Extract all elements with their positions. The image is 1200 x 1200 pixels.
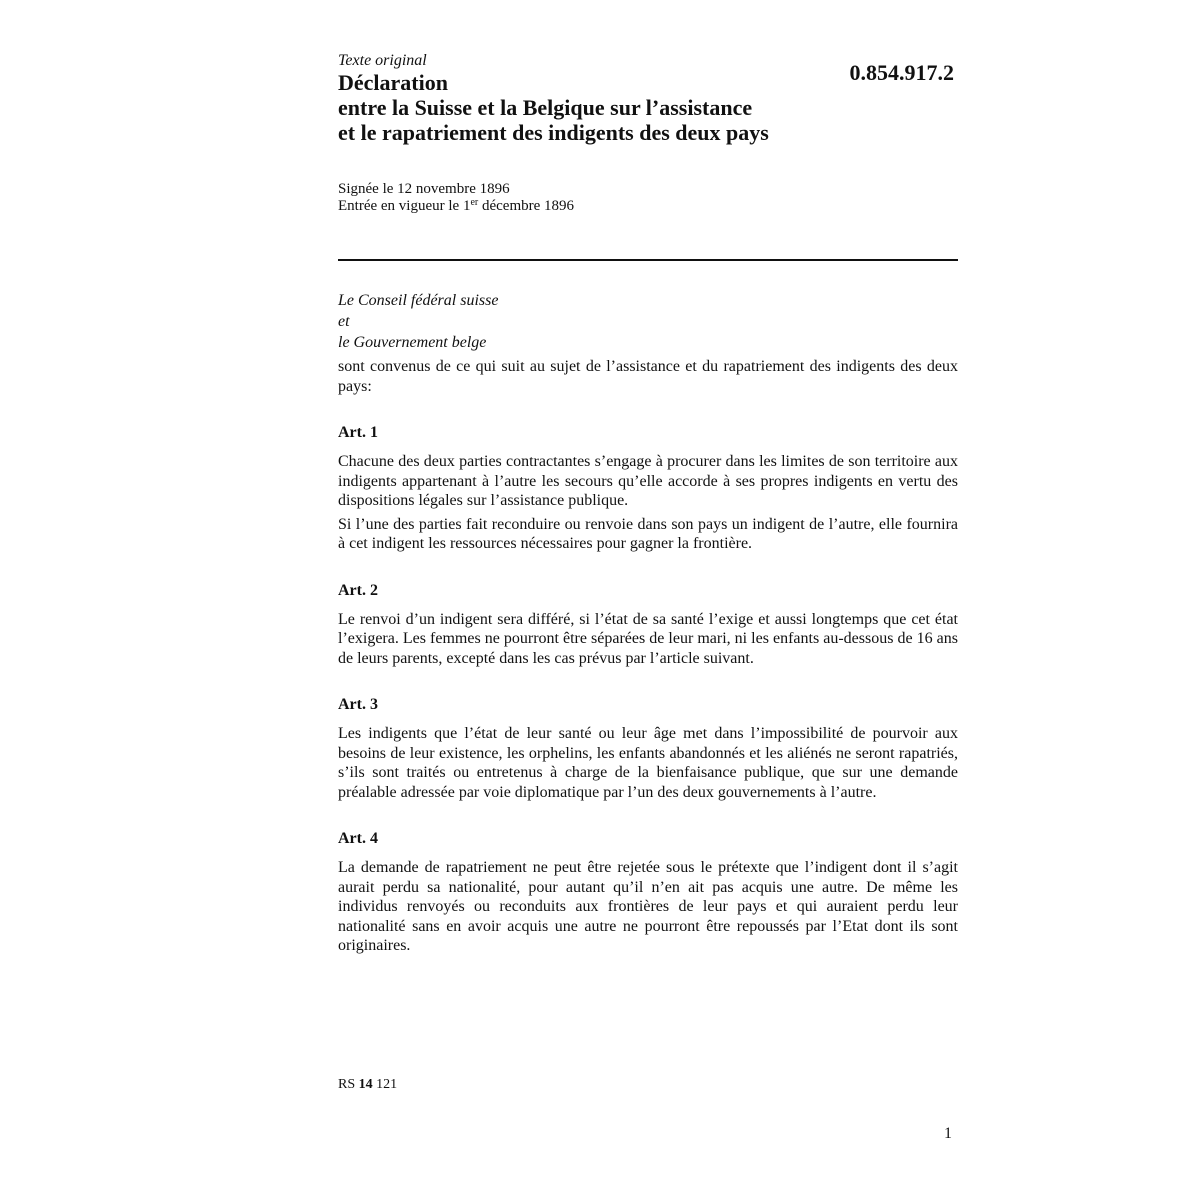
article-4 [338, 829, 958, 956]
article-1 [338, 423, 958, 554]
article-paragraph: Si l’une des parties fait reconduire ou renvoie dans son pays un indigent de l’autre, elle fournira à cet indigent les ressources nécessaires pour gagner la frontière. [338, 515, 958, 552]
article-paragraph: Les indigents que l’état de leur santé ou leur âge met dans l’impossibilité de pourvoir aux besoins de leur existence, les orphelins, les enfants abandonnés et les aliénés ne seront rapatriés, s’ils sont traités ou entretenus à charge de la bienfaisance publique, que sur une demande préalable adressée par voie diplomatique par l’un des deux gouvernements à l’autre. [338, 725, 958, 801]
article-title: Art. 2 [338, 581, 378, 599]
title-line-3: et le rapatriement des indigents des deux pays [338, 120, 769, 145]
treaty-dates [338, 181, 958, 215]
party-swiss: Le Conseil fédéral suisse [338, 292, 499, 309]
entry-into-force-date [338, 198, 958, 215]
title-line-2: entre la Suisse et la Belgique sur l’assistance [338, 95, 753, 120]
article-paragraph: Chacune des deux parties contractantes s’engage à procurer dans les limites de son territoire aux indigents appartenant à l’autre les secours qu’elle accorde à ses propres indigents en vertu des dispositions légales sur l’assistance publique. [338, 453, 958, 509]
article-title: Art. 1 [338, 424, 378, 441]
article-title: Art. 4 [338, 830, 378, 847]
page-number: 1 [944, 1125, 952, 1142]
footnote-reference [338, 1076, 397, 1094]
contracting-parties [338, 290, 958, 353]
article-3 [338, 695, 958, 802]
sr-number: 0.854.917.2 [849, 60, 954, 85]
entry-date-superscript: er [470, 197, 479, 208]
party-conjunction: et [338, 313, 350, 330]
original-text-label: Texte original [338, 52, 427, 69]
document-page [338, 52, 958, 956]
header-divider [338, 259, 958, 261]
entry-date-prefix: Entrée en vigueur le 1 [338, 198, 471, 214]
document-header [338, 52, 958, 145]
title-line-1: Déclaration [338, 70, 448, 95]
signed-date: Signée le 12 novembre 1896 [338, 181, 510, 197]
entry-date-suffix: décembre 1896 [478, 198, 575, 214]
footnote-volume: 14 [358, 1077, 373, 1092]
article-paragraph: La demande de rapatriement ne peut être rejetée sous le prétexte que l’indigent dont il s’agit aurait perdu sa nationalité, pour autant qu’il n’en ait pas acquis une autre. De même les individus renvoyés ou reconduits aux frontières de leur pays et qui auraient perdu leur nationalité sans en avoir acquis une autre ne pourront être repoussés par l’Etat dont ils sont originaires. [338, 859, 958, 954]
article-paragraph: Le renvoi d’un indigent sera différé, si l’état de sa santé l’exige et aussi longtemps que cet état l’exigera. Les femmes ne pourront être séparées de leur mari, ni les enfants au-dessous de 16 ans de leurs parents, excepté dans les cas prévus par l’article suivant. [338, 610, 958, 667]
article-title: Art. 3 [338, 696, 378, 713]
article-2 [338, 581, 958, 669]
footnote-page: 121 [372, 1077, 398, 1092]
party-belgian: le Gouvernement belge [338, 334, 487, 351]
footnote-prefix: RS [338, 1077, 359, 1092]
preamble: sont convenus de ce qui suit au sujet de l’assistance et du rapatriement des indigents des deux pays: [338, 358, 958, 395]
